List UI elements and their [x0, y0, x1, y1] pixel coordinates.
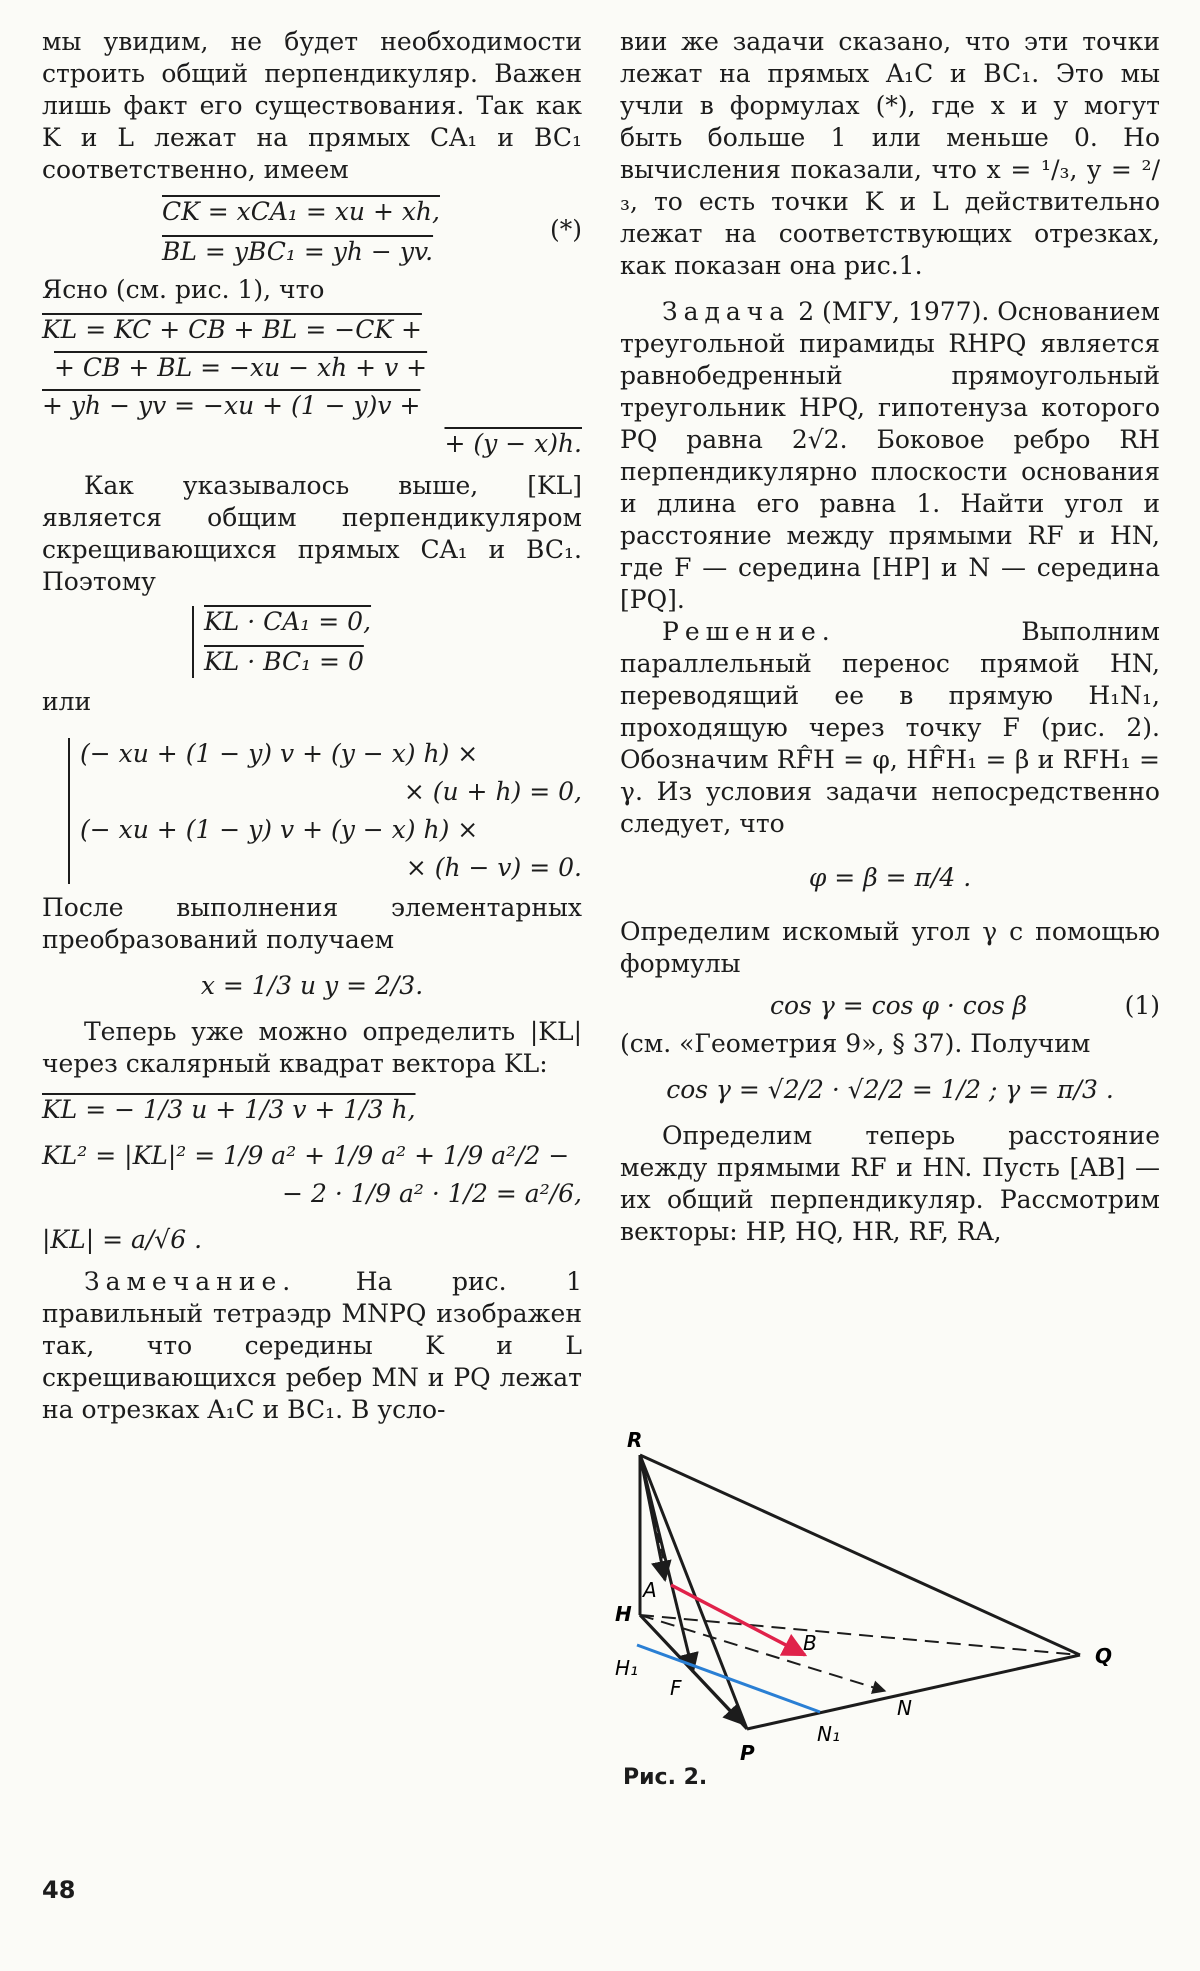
equation-phi-beta: φ = β = π/4 .: [808, 863, 972, 892]
solution-text: Выполним параллельный перенос прямой HN, переводящий ее в прямую H₁N₁, проходящую через точку F (рис. 2). Обозначим RF̂H = φ, HF̂H₁ = β и RFH₁ = γ. Из условия задачи непосредственно следует, что: [620, 617, 1160, 838]
edge-pq: [747, 1655, 1080, 1729]
system-1: [192, 606, 582, 678]
remark-word: Замечание.: [84, 1267, 297, 1296]
label-p: P: [740, 1741, 755, 1765]
equation-tag: (*): [549, 215, 582, 244]
equation-bl: BL = yBC₁ = yh − yv.: [162, 237, 434, 266]
label-h1: H₁: [615, 1656, 639, 1680]
formula-cos: [620, 990, 1160, 1022]
equation-kl-line3: + yh − yv = −xu + (1 − y)v +: [42, 391, 421, 420]
equation-kl-vector: KL = − 1/3 u + 1/3 v + 1/3 h,: [42, 1095, 416, 1124]
system-2-line3: (− xu + (1 − y) v + (y − x) h) ×: [80, 815, 479, 844]
label-b: B: [803, 1631, 817, 1655]
paragraph: или: [42, 687, 92, 716]
system-1-eq-a: KL · CA₁ = 0,: [204, 607, 372, 636]
paragraph-task: [620, 296, 1160, 616]
figure-caption: Рис. 2.: [623, 1765, 708, 1790]
line-h1n1: [637, 1645, 820, 1712]
paragraph: Теперь уже можно определить |KL| через скалярный квадрат вектора KL:: [42, 1017, 582, 1078]
vector-ra: [640, 1455, 665, 1580]
equation-tag: (1): [1124, 991, 1160, 1020]
paragraph: мы увидим, не будет необходимости строить общий перпендикуляр. Важен лишь факт его существования. Так как K и L лежат на прямых CA₁ и BC₁ соответственно, имеем: [42, 27, 582, 184]
paragraph-remark: [42, 1266, 582, 1426]
figure-2: [615, 1415, 1175, 1865]
formula-star: [42, 196, 582, 268]
equation-kl-line2: + CB + BL = −xu − xh + v +: [54, 353, 428, 382]
equation-kl-square-line2: − 2 · 1/9 a² · 1/2 = a²/6,: [282, 1179, 582, 1208]
paragraph: Как указывалось выше, [KL] является общим перпендикуляром скрещивающихся прямых CA₁ и BC₁. Поэтому: [42, 471, 582, 596]
solution-word: Решение.: [662, 617, 836, 646]
paragraph: вии же задачи сказано, что эти точки лежат на прямых A₁C и BC₁. Это мы учли в формулах (*), где x и y могут быть больше 1 или меньше 0. Но вычисления показали, что x = ¹/₃, y = ²/₃, то есть точки K и L действительно лежат на соответствующих отрезках, как показан она рис.1.: [620, 27, 1160, 280]
task-word: Задача: [662, 297, 791, 326]
equation-kl-length: |KL| = a/√6 .: [42, 1225, 203, 1254]
equation-cos-gamma: cos γ = √2/2 · √2/2 = 1/2 ; γ = π/3 .: [666, 1075, 1114, 1104]
equation-xy: x = 1/3 и y = 2/3.: [200, 971, 424, 1000]
label-n: N: [897, 1696, 912, 1720]
system-2-line2: × (u + h) = 0,: [403, 777, 582, 806]
equation-ck: CK = xCA₁ = xu + xh,: [162, 197, 440, 226]
label-a: A: [643, 1578, 657, 1602]
label-q: Q: [1095, 1644, 1113, 1668]
page-number: 48: [42, 1876, 76, 1904]
paragraph: (см. «Геометрия 9», § 37). Получим: [620, 1029, 1091, 1058]
label-h: H: [615, 1602, 632, 1626]
label-r: R: [627, 1428, 643, 1452]
remark-text: На рис. 1 правильный тетраэдр MNPQ изображен так, что середины K и L скрещивающихся ребер MN и PQ лежат на отрезках A₁C и BC₁. В усло-: [42, 1267, 582, 1424]
equation-kl-square-line1: KL² = |KL|² = 1/9 a² + 1/9 a² + 1/9 a²/2 −: [42, 1141, 570, 1170]
paragraph-solution: [620, 616, 1160, 840]
system-2-line1: (− xu + (1 − y) v + (y − x) h) ×: [80, 739, 479, 768]
equation-kl-line1: KL = KC + CB + BL = −CK +: [42, 315, 422, 344]
task-text: 2 (МГУ, 1977). Основанием треугольной пирамиды RHPQ является равнобедренный прямоугольный треугольник HPQ, гипотенуза которого PQ равна 2√2. Боковое ребро RH перпендикулярно плоскости основания и длина его равна 1. Найти угол и расстояние между прямыми RF и HN, где F — середина [HP] и N — середина [PQ].: [620, 297, 1160, 614]
paragraph: Определим искомый угол γ с помощью формулы: [620, 917, 1160, 978]
system-2: [68, 738, 582, 884]
paragraph: Определим теперь расстояние между прямыми RF и HN. Пусть [AB] — их общий перпендикуляр. Рассмотрим векторы: HP, HQ, HR, RF, RA,: [620, 1121, 1160, 1246]
label-n1: N₁: [817, 1722, 840, 1746]
paragraph: Ясно (см. рис. 1), что: [42, 275, 325, 304]
left-column: [42, 26, 582, 1426]
system-2-line4: × (h − v) = 0.: [405, 853, 582, 882]
pyramid-diagram: [615, 1415, 1175, 1865]
equation-kl-line4: + (y − x)h.: [444, 429, 582, 458]
system-1-eq-b: KL · BC₁ = 0: [204, 647, 364, 676]
equation-cos: cos γ = cos φ · cos β: [770, 991, 1028, 1020]
label-f: F: [670, 1676, 682, 1700]
right-column: [620, 26, 1160, 1248]
paragraph: После выполнения элементарных преобразований получаем: [42, 893, 582, 954]
